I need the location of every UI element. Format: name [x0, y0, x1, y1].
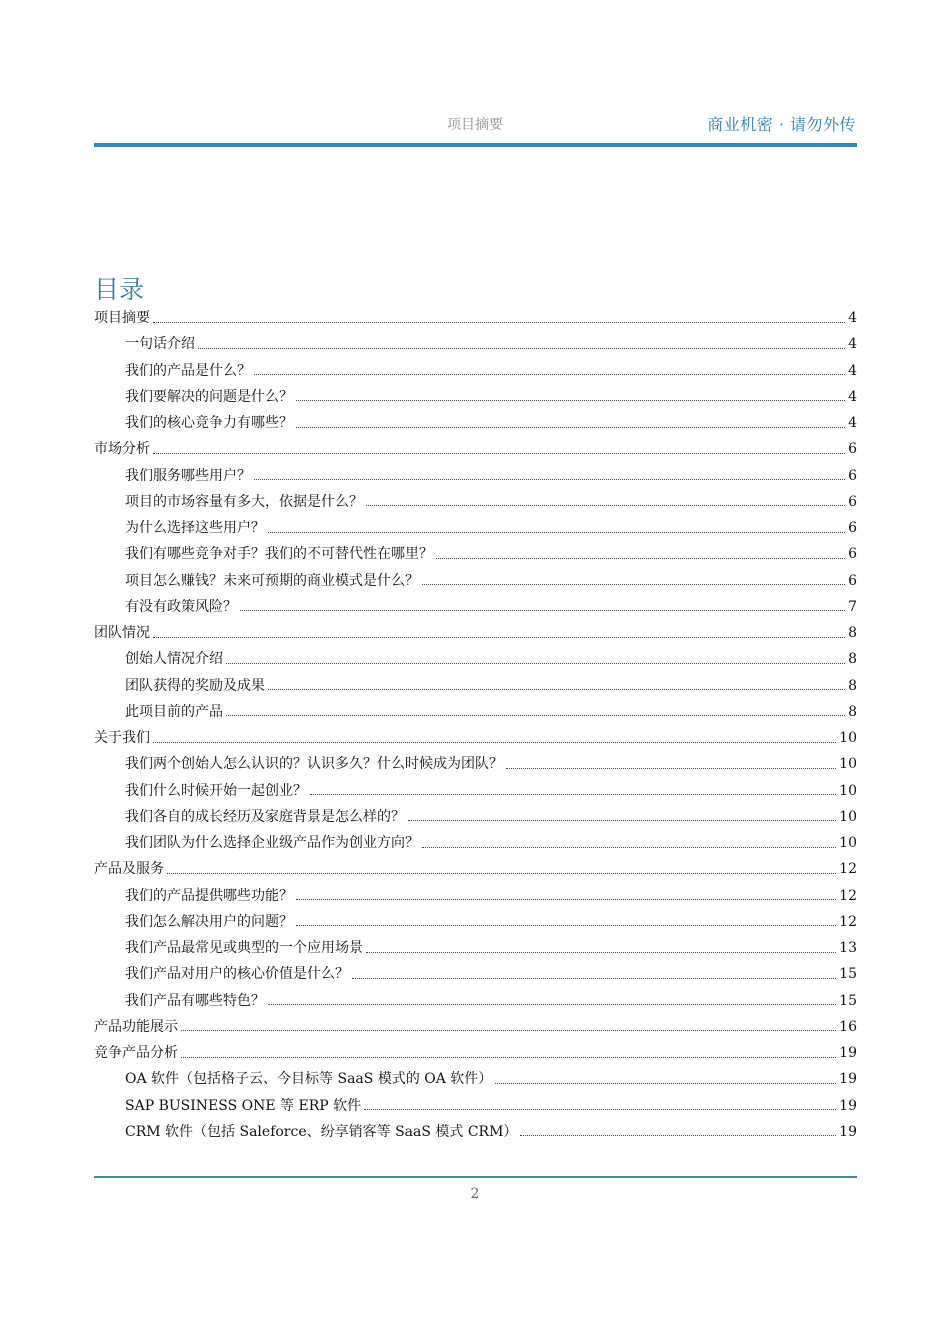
toc-entry-title: 创始人情况介绍 [125, 651, 223, 668]
toc-entry-title: 我们各自的成长经历及家庭背景是怎么样的？ [125, 808, 405, 825]
toc-entry-subsection[interactable] [94, 1066, 857, 1092]
toc-dot-leader [268, 532, 845, 533]
toc-entry-subsection[interactable] [94, 358, 857, 384]
toc-dot-leader [296, 427, 845, 428]
toc-entry-title: OA 软件（包括格子云、今目标等 SaaS 模式的 OA 软件） [125, 1071, 493, 1088]
toc-entry-subsection[interactable] [94, 883, 857, 909]
toc-entry-page: 16 [839, 1018, 857, 1035]
toc-entry-subsection[interactable] [94, 489, 857, 515]
header-divider [94, 143, 857, 147]
toc-entry-title: 为什么选择这些用户？ [125, 520, 265, 537]
toc-entry-page: 19 [839, 1123, 857, 1140]
toc-entry-page: 10 [839, 808, 857, 825]
toc-entry-subsection[interactable] [94, 384, 857, 410]
toc-entry-page: 8 [848, 703, 857, 720]
toc-entry-title: 团队获得的奖励及成果 [125, 677, 265, 694]
toc-entry-page: 13 [839, 940, 857, 957]
toc-entry-title: 关于我们 [94, 730, 150, 747]
toc-dot-leader [226, 663, 845, 664]
toc-entry-subsection[interactable] [94, 830, 857, 856]
toc-entry-section[interactable] [94, 305, 857, 331]
toc-entry-title: 我们产品有哪些特色？ [125, 992, 265, 1009]
header-section-title: 项目摘要 [447, 117, 503, 133]
toc-entry-page: 6 [848, 572, 857, 589]
toc-entry-title: 产品及服务 [94, 861, 164, 878]
toc-dot-leader [153, 637, 845, 638]
toc-entry-title: CRM 软件（包括 Saleforce、纷享销客等 SaaS 模式 CRM） [125, 1123, 518, 1140]
toc-dot-leader [153, 742, 836, 743]
toc-entry-title: 我们产品对用户的核心价值是什么？ [125, 966, 349, 983]
toc-entry-subsection[interactable] [94, 935, 857, 961]
toc-entry-page: 8 [848, 625, 857, 642]
toc-dot-leader [296, 899, 836, 900]
toc-dot-leader [520, 1135, 836, 1136]
toc-entry-section[interactable] [94, 725, 857, 751]
toc-entry-page: 15 [839, 966, 857, 983]
toc-dot-leader [296, 400, 845, 401]
toc-entry-title: 产品功能展示 [94, 1018, 178, 1035]
toc-entry-subsection[interactable] [94, 909, 857, 935]
toc-entry-page: 6 [848, 493, 857, 510]
toc-entry-section[interactable] [94, 436, 857, 462]
toc-entry-title: 项目摘要 [94, 310, 150, 327]
toc-entry-section[interactable] [94, 1014, 857, 1040]
toc-entry-subsection[interactable] [94, 961, 857, 987]
toc-entry-page: 4 [848, 310, 857, 327]
toc-entry-page: 4 [848, 336, 857, 353]
toc-entry-page: 12 [839, 913, 857, 930]
toc-entry-subsection[interactable] [94, 646, 857, 672]
toc-dot-leader [422, 584, 845, 585]
toc-dot-leader [506, 768, 836, 769]
toc-dot-leader [198, 348, 845, 349]
toc-entry-title: 我们的产品是什么？ [125, 362, 251, 379]
toc-dot-leader [352, 978, 836, 979]
toc-dot-leader [181, 1030, 836, 1031]
toc-entry-page: 6 [848, 520, 857, 537]
toc-entry-page: 12 [839, 861, 857, 878]
toc-entry-title: 项目怎么赚钱？未来可预期的商业模式是什么？ [125, 572, 419, 589]
toc-entry-subsection[interactable] [94, 594, 857, 620]
toc-entry-subsection[interactable] [94, 463, 857, 489]
toc-entry-subsection[interactable] [94, 988, 857, 1014]
toc-dot-leader [181, 1057, 836, 1058]
toc-entry-subsection[interactable] [94, 568, 857, 594]
toc-entry-title: 我们产品最常见或典型的一个应用场景 [125, 940, 363, 957]
toc-entry-subsection[interactable] [94, 673, 857, 699]
toc-dot-leader [310, 794, 836, 795]
toc-entry-title: 我们什么时候开始一起创业？ [125, 782, 307, 799]
toc-dot-leader [408, 820, 836, 821]
toc-entry-section[interactable] [94, 620, 857, 646]
toc-dot-leader [226, 715, 845, 716]
footer-divider [94, 1176, 857, 1178]
toc-entry-title: 我们要解决的问题是什么？ [125, 388, 293, 405]
toc-entry-subsection[interactable] [94, 1119, 857, 1145]
toc-entry-subsection[interactable] [94, 515, 857, 541]
toc-entry-title: 我们的产品提供哪些功能？ [125, 887, 293, 904]
toc-entry-page: 10 [839, 835, 857, 852]
toc-entry-page: 6 [848, 441, 857, 458]
toc-entry-title: 市场分析 [94, 441, 150, 458]
toc-entry-title: 一句话介绍 [125, 336, 195, 353]
toc-dot-leader [364, 1109, 836, 1110]
toc-entry-title: 竞争产品分析 [94, 1045, 178, 1062]
page-number: 2 [470, 1186, 480, 1202]
toc-entry-subsection[interactable] [94, 541, 857, 567]
toc-entry-subsection[interactable] [94, 751, 857, 777]
toc-entry-subsection[interactable] [94, 699, 857, 725]
toc-entry-page: 10 [839, 730, 857, 747]
toc-entry-title: 我们的核心竞争力有哪些？ [125, 415, 293, 432]
toc-entry-page: 10 [839, 782, 857, 799]
toc-entry-title: 项目的市场容量有多大，依据是什么？ [125, 493, 363, 510]
table-of-contents [94, 305, 857, 1145]
toc-dot-leader [436, 558, 845, 559]
toc-dot-leader [296, 925, 836, 926]
toc-entry-title: 团队情况 [94, 625, 150, 642]
toc-entry-page: 6 [848, 467, 857, 484]
toc-entry-title: 我们服务哪些用户？ [125, 467, 251, 484]
toc-dot-leader [254, 479, 845, 480]
toc-entry-title: 我们有哪些竞争对手？我们的不可替代性在哪里？ [125, 546, 433, 563]
toc-dot-leader [422, 847, 836, 848]
confidential-notice: 商业机密 · 请勿外传 [707, 115, 856, 134]
toc-entry-title: 我们怎么解决用户的问题？ [125, 913, 293, 930]
toc-title: 目录 [94, 275, 145, 304]
toc-entry-page: 8 [848, 651, 857, 668]
toc-entry-title: 我们两个创始人怎么认识的？认识多久？什么时候成为团队？ [125, 756, 503, 773]
toc-dot-leader [366, 952, 836, 953]
toc-entry-title: 我们团队为什么选择企业级产品作为创业方向？ [125, 835, 419, 852]
toc-entry-page: 15 [839, 992, 857, 1009]
toc-entry-section[interactable] [94, 1040, 857, 1066]
toc-entry-page: 4 [848, 415, 857, 432]
toc-entry-subsection[interactable] [94, 410, 857, 436]
toc-dot-leader [153, 453, 845, 454]
toc-entry-page: 19 [839, 1045, 857, 1062]
toc-dot-leader [254, 374, 845, 375]
toc-entry-subsection[interactable] [94, 778, 857, 804]
toc-dot-leader [268, 1004, 836, 1005]
toc-dot-leader [268, 689, 845, 690]
toc-entry-section[interactable] [94, 856, 857, 882]
toc-entry-page: 19 [839, 1071, 857, 1088]
toc-dot-leader [366, 505, 845, 506]
toc-entry-page: 6 [848, 546, 857, 563]
toc-entry-page: 8 [848, 677, 857, 694]
toc-entry-page: 4 [848, 362, 857, 379]
toc-dot-leader [495, 1083, 836, 1084]
toc-entry-subsection[interactable] [94, 1093, 857, 1119]
toc-dot-leader [240, 610, 845, 611]
toc-entry-page: 19 [839, 1097, 857, 1114]
toc-entry-page: 7 [848, 598, 857, 615]
toc-entry-subsection[interactable] [94, 331, 857, 357]
toc-dot-leader [167, 873, 836, 874]
toc-entry-subsection[interactable] [94, 804, 857, 830]
toc-dot-leader [153, 322, 845, 323]
toc-entry-title: 此项目前的产品 [125, 703, 223, 720]
toc-entry-page: 10 [839, 756, 857, 773]
toc-entry-title: 有没有政策风险？ [125, 598, 237, 615]
toc-entry-page: 4 [848, 388, 857, 405]
toc-entry-title: SAP BUSINESS ONE 等 ERP 软件 [125, 1097, 362, 1114]
toc-entry-page: 12 [839, 887, 857, 904]
